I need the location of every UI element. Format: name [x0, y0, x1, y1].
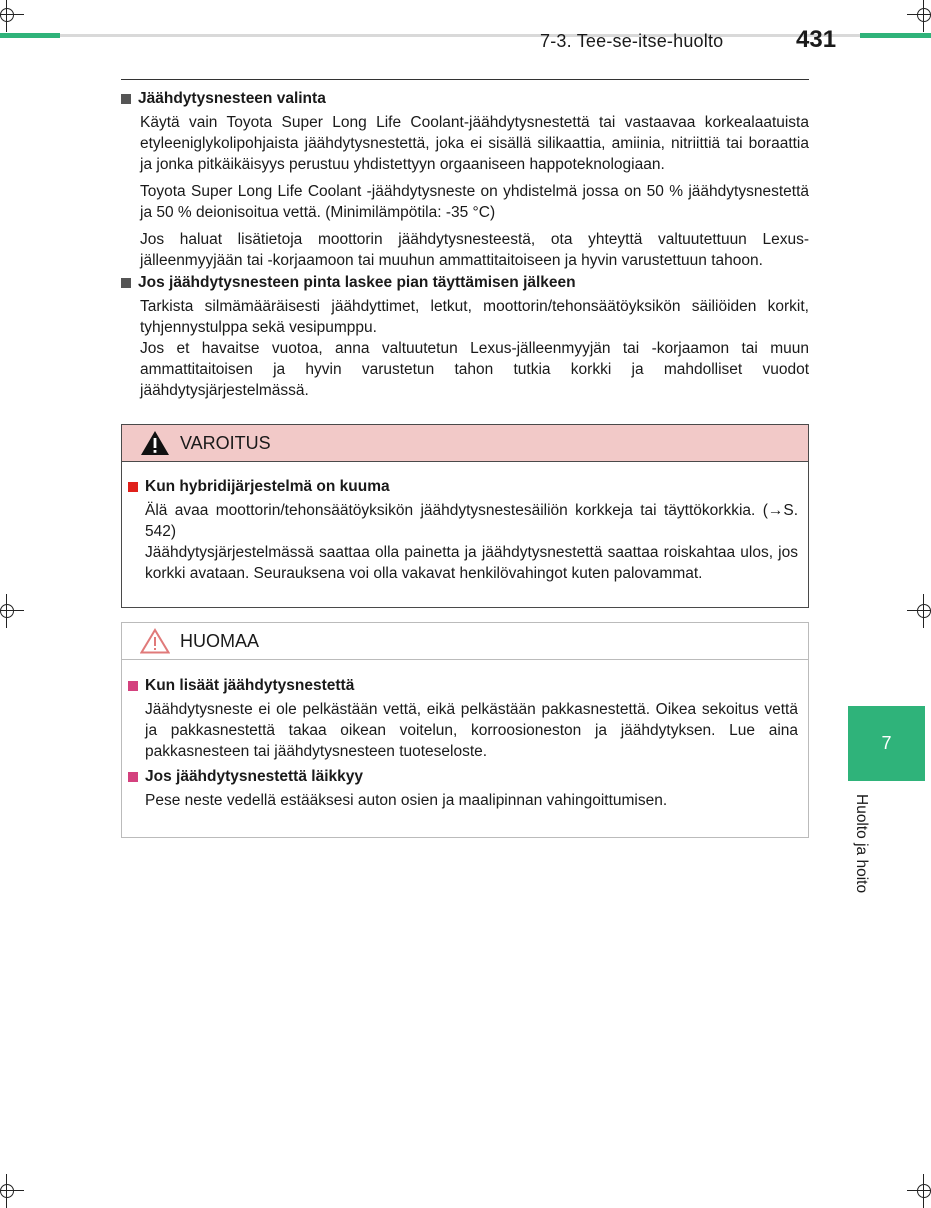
notice-item-title: Kun lisäät jäähdytysnestettä [145, 677, 355, 694]
header-rule [121, 79, 809, 80]
registration-mark-mid-left [0, 600, 18, 622]
notice-header [122, 623, 808, 660]
warning-box [121, 424, 809, 608]
notice-item-title: Jos jäähdytysnestettä läikkyy [145, 768, 363, 785]
paragraph: Jos haluat lisätietoja moottorin jäähdytysnesteestä, ota yhteyttä valtuutettuun Lexus-jälleenmyyjään tai -korjaamoon tai muuhun ammattitaitoiseen ja hyvin varustettuun tahoon. [140, 231, 809, 269]
paragraph: Jäähdytysneste ei ole pelkästään vettä, eikä pelkästään pakkasnestettä. Oikea sekoitus vettä ja pakkasnestettä takaa oikean voitelun, korroosioneston ja jäähdytyksen. Lue aina pakkasnesteen tai jäähdytysnesteen tuoteseloste. [145, 701, 798, 760]
section-heading-text: Jos jäähdytysnesteen pinta laskee pian täyttämisen jälkeen [138, 274, 576, 291]
section-heading [121, 274, 809, 292]
paragraph: Jäähdytysjärjestelmässä saattaa olla painetta ja jäähdytysnestettä saattaa roiskahtaa ulos, jos korkki avataan. Seurauksena voi olla vakavat henkilövahingot kuten palovammat. [145, 544, 798, 582]
notice-box [121, 622, 809, 838]
registration-mark-bottom-left [0, 1180, 18, 1202]
paragraph: Toyota Super Long Life Coolant -jäähdytysneste on yhdistelmä jossa on 50 % jäähdytysnestettä ja 50 % deionisoitua vettä. (Minimilämpötila: -35 °C) [140, 183, 809, 221]
header-accent-right [860, 33, 931, 38]
bullet-square-icon [128, 772, 138, 782]
header-accent-left [0, 33, 60, 38]
page-number: 431 [796, 26, 837, 53]
notice-item-heading [128, 768, 802, 786]
bullet-square-icon [128, 681, 138, 691]
section-title: 7-3. Tee-se-itse-huolto [540, 31, 724, 51]
paragraph: Käytä vain Toyota Super Long Life Coolant-jäähdytysnestettä tai vastaavaa korkealaatuista etyleeniglykolipohjaista jäähdytysnestettä, joka ei sisällä silikaattia, amiinia, nitriittiä tai boraattia ja jonka pitkäikäisyys perustuu yhdistettyyn orgaaniseen happoteknologiaan. [140, 114, 809, 173]
bullet-square-icon [121, 94, 131, 104]
bullet-square-icon [121, 278, 131, 288]
warning-body [122, 462, 808, 584]
warning-header [122, 425, 808, 462]
registration-mark-top-left [0, 4, 18, 26]
paragraph: Jos et havaitse vuotoa, anna valtuutetun Lexus-jälleenmyyjän tai -korjaamon tai muun ammattitaitoisen ja hyvin varustetun tahon tutkia korkki ja mahdolliset vuodot jäähdytysjärjestelmässä. [140, 340, 809, 399]
notice-body [122, 660, 808, 811]
warning-label: VAROITUS [180, 432, 271, 453]
section-heading [121, 90, 809, 108]
registration-mark-mid-right [913, 600, 931, 622]
paragraph: Älä avaa moottorin/tehonsäätöyksikön jäähdytysnestesäiliön korkkeja tai täyttökorkkia. (→S. 542) [145, 502, 798, 540]
main-content [121, 90, 809, 407]
bullet-square-icon [128, 482, 138, 492]
chapter-tab: 7 [848, 706, 925, 781]
paragraph: Tarkista silmämääräisesti jäähdyttimet, letkut, moottorin/tehonsäätöyksikön säiliöiden korkit, tyhjennystulppa sekä vesipumppu. [140, 298, 809, 336]
section-heading-text: Jäähdytysnesteen valinta [138, 90, 326, 107]
notice-triangle-icon [140, 628, 170, 654]
warning-item-title: Kun hybridijärjestelmä on kuuma [145, 478, 390, 495]
chapter-side-label: Huolto ja hoito [853, 794, 870, 894]
warning-triangle-icon [140, 430, 170, 456]
paragraph: Pese neste vedellä estääksesi auton osien ja maalipinnan vahingoittumisen. [145, 792, 668, 809]
header-gray-band [60, 34, 860, 37]
notice-label: HUOMAA [180, 630, 260, 651]
registration-mark-top-right [913, 4, 931, 26]
warning-item-heading [128, 478, 802, 496]
registration-mark-bottom-right [913, 1180, 931, 1202]
notice-item-heading [128, 677, 802, 695]
